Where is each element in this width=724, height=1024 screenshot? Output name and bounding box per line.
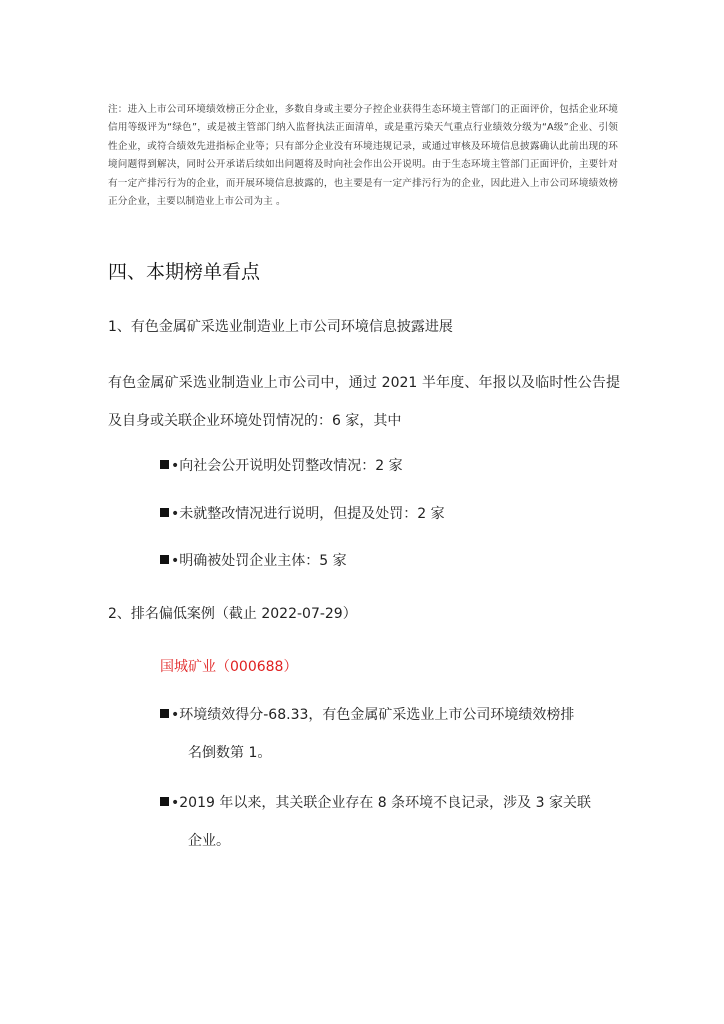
bullet-text: •明确被处罚企业主体：5 家 xyxy=(171,553,347,569)
bullet-text: •环境绩效得分-68.33，有色金属矿采选业上市公司环境绩效榜排 xyxy=(171,707,575,723)
intro-paragraph: 有色金属矿采选业制造业上市公司中，通过 2021 半年度、年报以及临时性公告提及自身或关联企业环境处罚情况的：6 家，其中 xyxy=(108,375,620,429)
square-bullet-icon xyxy=(160,508,169,517)
square-bullet-icon xyxy=(160,797,169,806)
bullet-item xyxy=(160,455,403,477)
bullet-text: •向社会公开说明处罚整改情况：2 家 xyxy=(171,458,403,474)
square-bullet-icon xyxy=(160,460,169,469)
bullet-item xyxy=(160,784,620,860)
bullet-text: •2019 年以来，其关联企业存在 8 条环境不良记录，涉及 3 家关联 xyxy=(171,795,591,811)
footnote-paragraph: 注：进入上市公司环境绩效榜正分企业，多数自身或主要分子控企业获得生态环境主管部门的正面评价，包括企业环境信用等级评为“绿色”，或是被主管部门纳入监督执法正面清单，或是重污染天气重点行业绩效分级为“A级”企业、引领性企业，或符合绩效先进指标企业等；只有部分企业没有环境违规记录，或通过审核及环境信息披露确认此前出现的环境问题得到解决，同时公开承诺后续如出问题将及时向社会作出公开说明。由于生态环境主管部门正面评价，主要针对有一定产排污行为的企业，而开展环境信息披露的，也主要是有一定产排污行为的企业，因此进入上市公司环境绩效榜正分企业，主要以制造业上市公司为主 。 xyxy=(108,103,618,208)
square-bullet-icon xyxy=(160,709,169,718)
subsection-heading-2: 2、排名偏低案例（截止 2022-07-29） xyxy=(108,606,357,622)
subsection-heading-1: 1、有色金属矿采选业制造业上市公司环境信息披露进展 xyxy=(108,319,453,335)
company-name: 国城矿业（000688） xyxy=(160,659,298,675)
square-bullet-icon xyxy=(160,555,169,564)
bullet-item xyxy=(160,550,347,572)
bullet-text-continuation: 企业。 xyxy=(188,833,230,849)
bullet-item xyxy=(160,503,445,525)
section-heading: 四、本期榜单看点 xyxy=(108,261,261,283)
bullet-text-continuation: 名倒数第 1。 xyxy=(188,745,272,761)
bullet-text: •未就整改情况进行说明，但提及处罚：2 家 xyxy=(171,506,445,522)
bullet-item xyxy=(160,696,620,772)
